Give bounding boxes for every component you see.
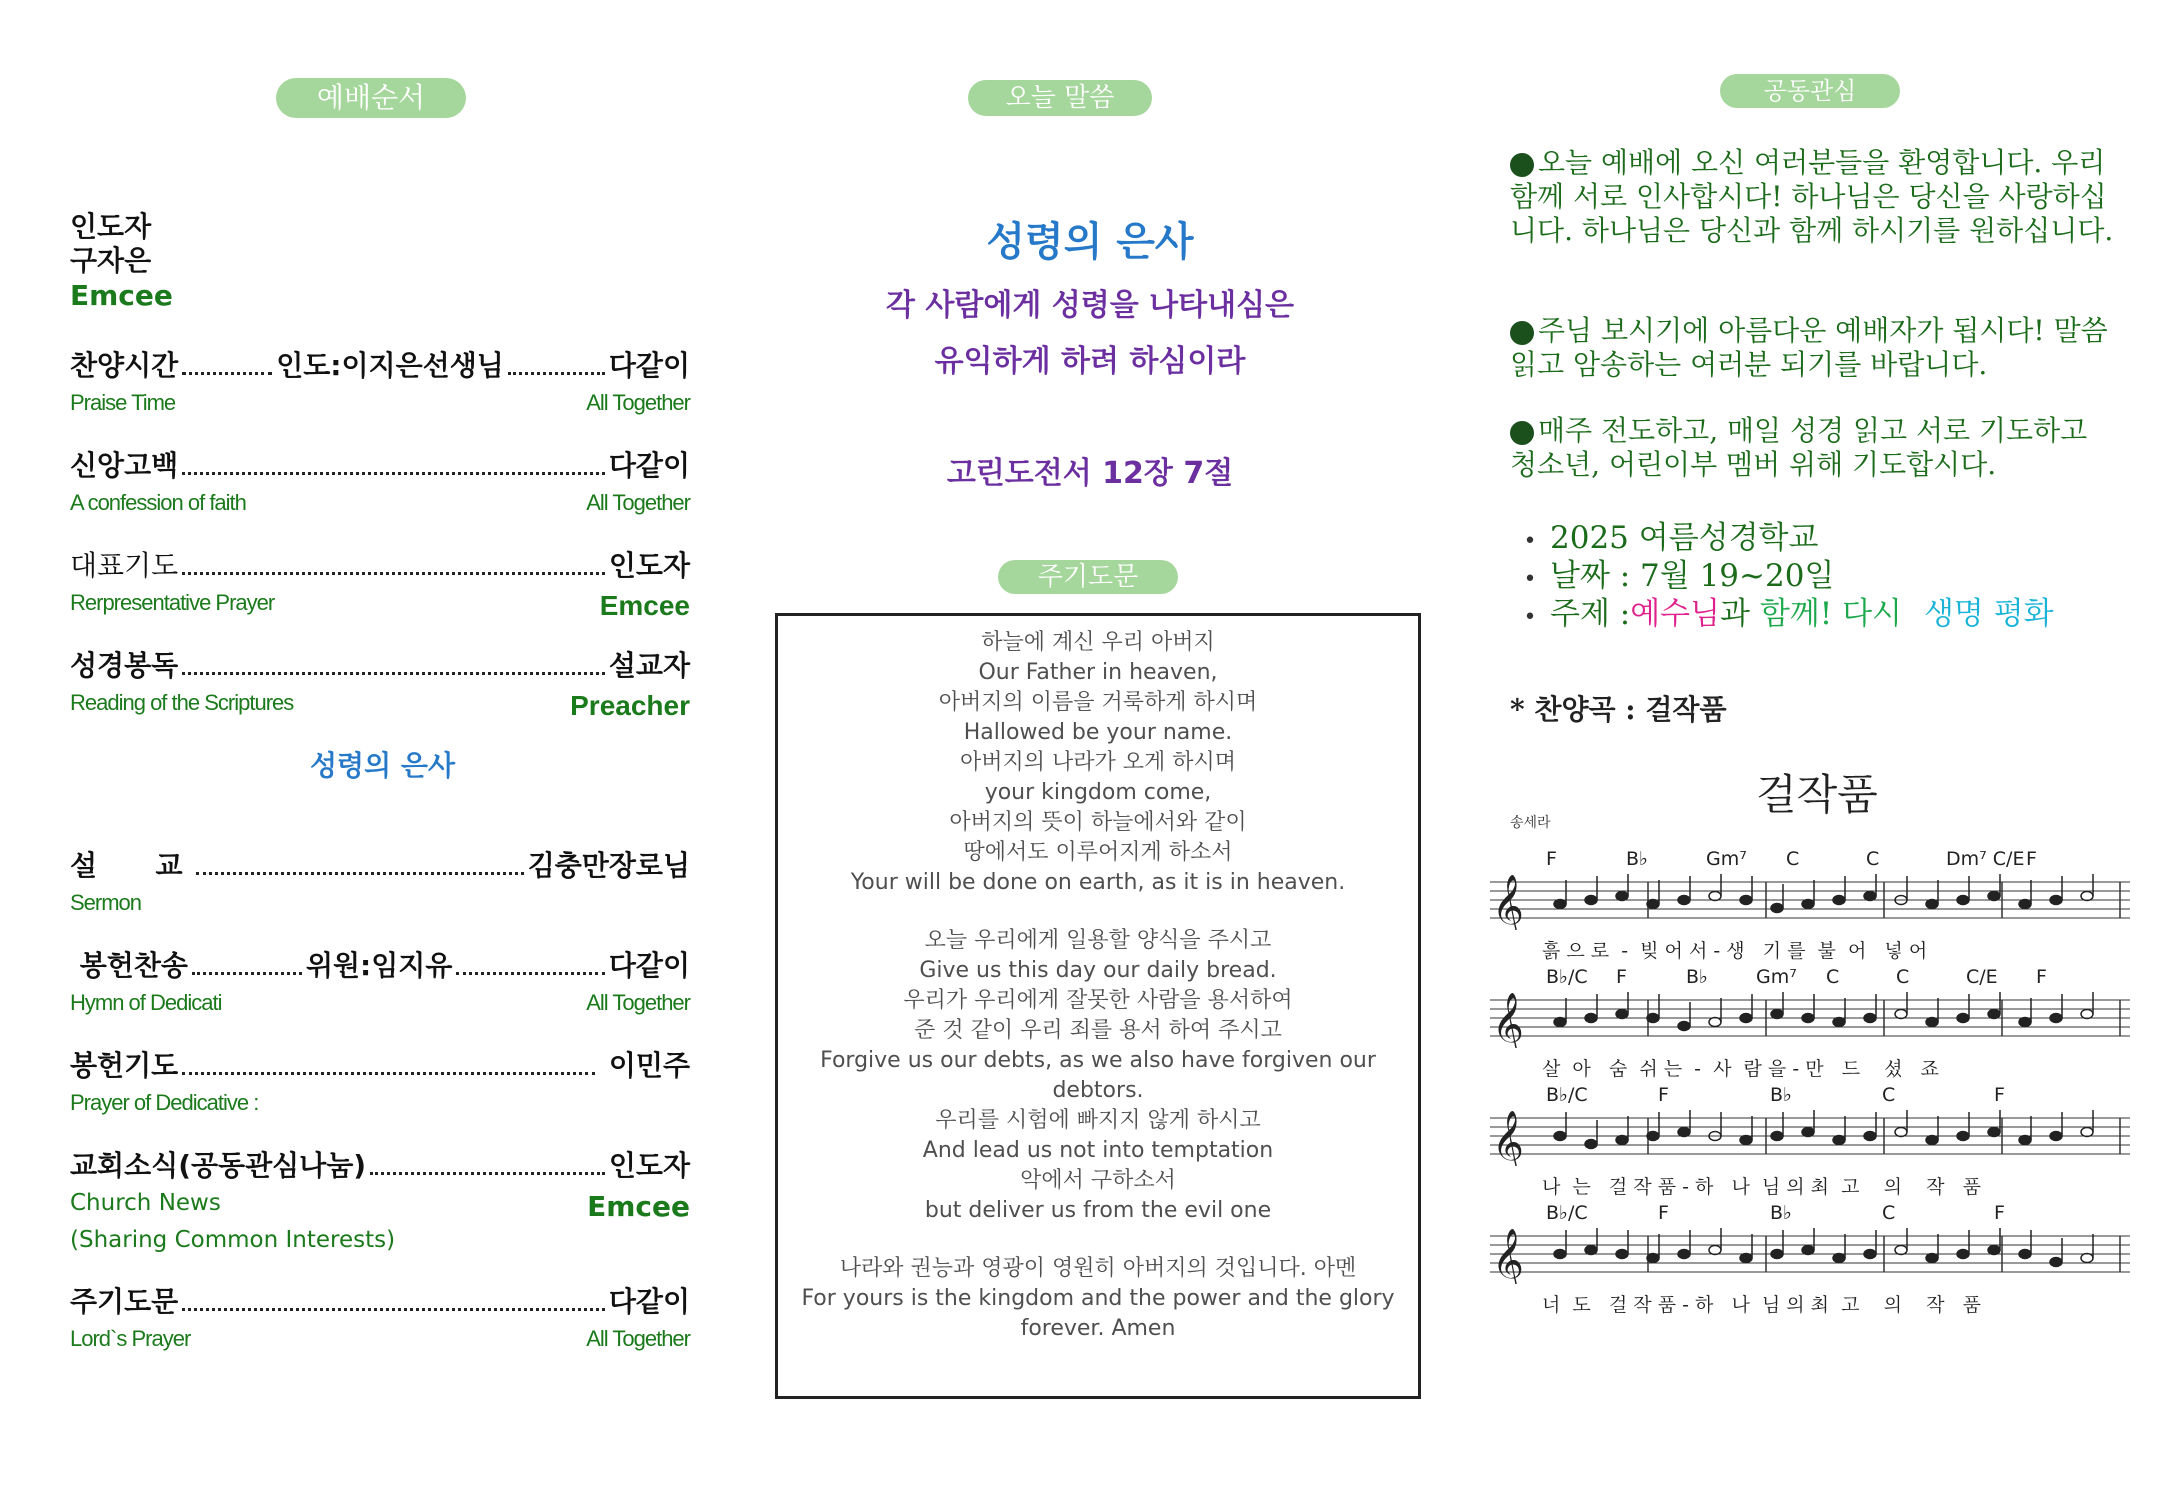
offering-hymn-mid: 위원:임지유	[305, 949, 453, 982]
offering-prayer-right: 이민주	[599, 1049, 690, 1082]
lyrics-line: 살 아 숨 쉬 는 - 사 람 을 - 만 드 셨 죠	[1542, 1058, 1940, 1080]
vbs-date: 날짜 : 7월 19~20일	[1550, 558, 1835, 594]
note-head	[1554, 1250, 1566, 1259]
note-head	[1740, 896, 1752, 905]
note-head	[1926, 900, 1938, 909]
bullet-icon	[1510, 321, 1534, 345]
chord-label: B♭	[1770, 1202, 1792, 1224]
vbs-title: 2025 여름성경학교	[1550, 520, 1819, 556]
announcement-worshipper	[1510, 314, 2120, 382]
note-head	[2081, 1254, 2093, 1263]
prayer-line: Your will be done on earth, as it is in heaven.	[850, 870, 1346, 895]
note-head	[2019, 1018, 2031, 1027]
note-head	[1647, 1014, 1659, 1023]
prayer-line: 악에서 구하소서	[1020, 1168, 1176, 1193]
chord-label: C	[1826, 966, 1840, 988]
note-head	[1740, 1136, 1752, 1145]
staff	[1490, 1110, 2130, 1166]
note-head	[1802, 900, 1814, 909]
emcee-title-line2: 구자은	[70, 244, 152, 277]
note-head	[1864, 1014, 1876, 1023]
confession-sub-left: A confession of faith	[70, 490, 246, 515]
chord-label: F	[1658, 1084, 1669, 1106]
verse-line-2: 유익하게 하려 하심이라	[934, 344, 1246, 379]
note-head	[1616, 892, 1628, 901]
vbs-theme-c: 함께! 다시	[1759, 596, 1902, 632]
todays-word-heading: 오늘 말씀	[968, 80, 1152, 116]
note-head	[1988, 1128, 2000, 1137]
worship-item-confession	[70, 444, 690, 516]
order-of-worship-heading: 예배순서	[276, 78, 466, 118]
note-head	[1678, 1128, 1690, 1137]
note-head	[2050, 1132, 2062, 1141]
note-head	[1585, 1140, 1597, 1149]
prayer-line: Give us this day our daily bread.	[919, 958, 1277, 983]
verse-line-1: 각 사람에게 성령을 나타내심은	[885, 288, 1295, 323]
note-head	[2019, 1250, 2031, 1259]
note-head	[1554, 900, 1566, 909]
note-head	[1833, 896, 1845, 905]
note-head	[2081, 892, 2093, 901]
staff-row	[1490, 1084, 2130, 1199]
note-head	[1895, 1010, 1907, 1019]
prayer-line: Forgive us our debts, as we also have forgiven our	[820, 1048, 1376, 1073]
hymn-label: * 찬양곡 : 걸작품	[1510, 693, 1727, 726]
worship-item-church-news	[70, 1144, 690, 1253]
chord-label: F	[2026, 848, 2037, 870]
note-head	[2081, 1128, 2093, 1137]
offering-prayer-sub-left: Prayer of Dedicative :	[70, 1090, 259, 1115]
note-head	[1988, 1246, 2000, 1255]
staff-row	[1490, 966, 2130, 1081]
staff	[1490, 992, 2130, 1048]
note-head	[1554, 1018, 1566, 1027]
chord-label: F	[1546, 848, 1557, 870]
note-head	[1709, 1246, 1721, 1255]
treble-clef-icon: 𝄞	[1492, 1228, 1524, 1284]
chord-label: B♭	[1770, 1084, 1792, 1106]
note-head	[1678, 1022, 1690, 1031]
chord-line	[1490, 1084, 2130, 1110]
sermon-sub-left: Sermon	[70, 890, 142, 915]
note-head	[1802, 1014, 1814, 1023]
note-head	[1833, 1254, 1845, 1263]
scripture-sub-left: Reading of the Scriptures	[70, 690, 294, 715]
announcement-evangelism-text: 매주 전도하고, 매일 성경 읽고 서로 기도하고 청소년, 어린이부 멤버 위해 기도합시다.	[1510, 414, 2088, 481]
vbs-theme-prefix: 주제 :	[1550, 596, 1631, 632]
church-news-sub-right: Emcee	[587, 1190, 690, 1223]
note-head	[1864, 1132, 1876, 1141]
lords-prayer-text	[778, 616, 1418, 1344]
scripture-right: 설교자	[608, 649, 690, 682]
note-head	[1585, 1246, 1597, 1255]
chord-label: C/E	[1966, 966, 1998, 988]
praise-leader: 인도:이지은선생님	[276, 349, 504, 382]
note-head	[1678, 896, 1690, 905]
vbs-theme-b: 과	[1720, 596, 1760, 632]
bullet-icon	[1510, 153, 1534, 177]
note-head	[1895, 1246, 1907, 1255]
note-head	[1802, 1246, 1814, 1255]
note-head	[1771, 1250, 1783, 1259]
staff	[1490, 874, 2130, 930]
note-head	[1988, 1010, 2000, 1019]
note-head	[1988, 892, 2000, 901]
praise-sub-right: All Together	[586, 390, 690, 415]
staff-row	[1490, 848, 2130, 963]
note-head	[1957, 896, 1969, 905]
note-head	[1647, 900, 1659, 909]
prayer-line: forever. Amen	[1020, 1316, 1176, 1341]
emcee-sub: Emcee	[70, 279, 173, 312]
chord-label: C	[1866, 848, 1880, 870]
chord-label: B♭/C	[1546, 966, 1588, 988]
chord-label: F	[1616, 966, 1627, 988]
note-head	[1678, 1250, 1690, 1259]
emcee-title-line1: 인도자	[70, 210, 152, 243]
note-head	[1926, 1018, 1938, 1027]
song-title: 걸작품	[1756, 770, 1878, 819]
rep-prayer-label: 대표기도	[70, 549, 179, 582]
announcement-worshipper-text: 주님 보시기에 아름다운 예배자가 됩시다! 말씀 읽고 암송하는 여러분 되기를 바랍니다.	[1510, 314, 2108, 381]
confession-label: 신앙고백	[70, 449, 179, 482]
note-head	[1771, 1010, 1783, 1019]
prayer-line: Hallowed be your name.	[963, 720, 1233, 745]
prayer-line: 아버지의 나라가 오게 하시며	[959, 750, 1236, 775]
prayer-line: your kingdom come,	[984, 780, 1212, 805]
chord-label: Gm⁷	[1706, 848, 1747, 870]
worship-item-praise	[70, 344, 690, 416]
praise-label: 찬양시간	[70, 349, 179, 382]
list-bullet-icon: •	[1523, 567, 1537, 592]
lords-prayer-sub-left: Lord`s Prayer	[70, 1326, 191, 1351]
prayer-line: 오늘 우리에게 일용할 양식을 주시고	[924, 928, 1272, 953]
note-head	[1740, 1254, 1752, 1263]
praise-right: 다같이	[608, 349, 690, 382]
lyrics-line: 흙 으 로 - 빚 어 서 - 생 기 를 불 어 넣 어	[1542, 940, 1928, 962]
lords-prayer-heading: 주기도문	[998, 560, 1178, 594]
sermon-label: 설 교	[70, 849, 193, 882]
note-head	[1802, 1128, 1814, 1137]
vbs-theme-line	[1510, 588, 2054, 633]
note-head	[1864, 1250, 1876, 1259]
worship-item-rep-prayer	[70, 544, 690, 622]
offering-hymn-label: 봉헌찬송	[70, 949, 188, 982]
worship-item-offering-hymn	[70, 944, 690, 1016]
prayer-line: 땅에서도 이루어지게 하소서	[963, 840, 1233, 865]
note-head	[1647, 1254, 1659, 1263]
worship-item-emcee	[70, 210, 690, 314]
chord-label: C	[1896, 966, 1910, 988]
note-head	[1957, 1014, 1969, 1023]
church-news-label: 교회소식(공동관심나눔)	[70, 1149, 367, 1182]
note-head	[1616, 1136, 1628, 1145]
scripture-sub-right: Preacher	[570, 690, 690, 721]
lords-prayer-label: 주기도문	[70, 1285, 179, 1318]
church-news-right: 인도자	[608, 1149, 690, 1182]
vbs-theme-d: 생명 평화	[1923, 596, 2054, 632]
rep-prayer-sub-left: Rerpresentative Prayer	[70, 590, 275, 615]
prayer-line: debtors.	[1052, 1078, 1144, 1103]
chord-label: F	[1658, 1202, 1669, 1224]
confession-right: 다같이	[608, 449, 690, 482]
prayer-line: 준 것 같이 우리 죄를 용서 하여 주시고	[914, 1018, 1282, 1043]
prayer-line: 우리를 시험에 빠지지 않게 하시고	[935, 1108, 1261, 1133]
scripture-title: 성령의 은사	[986, 219, 1194, 265]
worship-item-scripture	[70, 644, 690, 722]
treble-clef-icon: 𝄞	[1492, 874, 1524, 930]
note-head	[1957, 1132, 1969, 1141]
offering-hymn-sub-left: Hymn of Dedicati	[70, 990, 222, 1015]
sermon-title: 성령의 은사	[310, 749, 455, 782]
staff	[1490, 1228, 2130, 1284]
chord-line	[1490, 1202, 2130, 1228]
prayer-line: 나라와 권능과 영광이 영원히 아버지의 것입니다. 아멘	[839, 1256, 1357, 1281]
lyrics-line: 나 는 걸 작 품 - 하 나 님 의 최 고 의 작 품	[1542, 1176, 1981, 1198]
prayer-spacer	[778, 1226, 1418, 1254]
verse-reference: 고린도전서 12장 7절	[946, 456, 1234, 491]
note-head	[1616, 1010, 1628, 1019]
staff-row	[1490, 1202, 2130, 1317]
prayer-line: 하늘에 계신 우리 아버지	[981, 630, 1215, 655]
chord-label: Gm⁷	[1756, 966, 1797, 988]
offering-hymn-right: 다같이	[608, 949, 690, 982]
prayer-line: Our Father in heaven,	[978, 660, 1218, 685]
praise-sub-left: Praise Time	[70, 390, 176, 415]
note-head	[2050, 896, 2062, 905]
confession-sub-right: All Together	[586, 490, 690, 515]
chord-label: Dm⁷ C/E	[1946, 848, 2025, 870]
lyrics-line: 너 도 걸 작 품 - 하 나 님 의 최 고 의 작 품	[1542, 1294, 1981, 1316]
chord-label: B♭/C	[1546, 1202, 1588, 1224]
note-head	[1864, 892, 1876, 901]
note-head	[1616, 1250, 1628, 1259]
chord-label: B♭/C	[1546, 1084, 1588, 1106]
note-head	[1833, 1018, 1845, 1027]
rep-prayer-sub-right: Emcee	[599, 590, 690, 621]
chord-label: C	[1882, 1202, 1896, 1224]
chord-label: F	[1994, 1084, 2005, 1106]
bullet-icon	[1510, 421, 1534, 445]
prayer-line: but deliver us from the evil one	[924, 1198, 1272, 1223]
note-head	[1709, 1018, 1721, 1027]
note-head	[1554, 1132, 1566, 1141]
note-head	[1957, 1250, 1969, 1259]
worship-item-sermon	[70, 844, 690, 916]
treble-clef-icon: 𝄞	[1492, 992, 1524, 1048]
note-head	[2050, 1258, 2062, 1267]
note-head	[1647, 1132, 1659, 1141]
prayer-line: And lead us not into temptation	[922, 1138, 1274, 1163]
composer-name: 송세라	[1510, 815, 1551, 831]
prayer-spacer	[778, 898, 1418, 926]
worship-item-lords-prayer	[70, 1280, 690, 1352]
note-head	[1585, 896, 1597, 905]
worship-item-offering-prayer	[70, 1044, 690, 1116]
chord-label: F	[1994, 1202, 2005, 1224]
note-head	[1771, 1132, 1783, 1141]
note-head	[1895, 1128, 1907, 1137]
treble-clef-icon: 𝄞	[1492, 1110, 1524, 1166]
scripture-label: 성경봉독	[70, 649, 179, 682]
announcement-evangelism	[1510, 414, 2120, 482]
prayer-line: For yours is the kingdom and the power and the glory	[801, 1286, 1395, 1311]
chord-line	[1490, 966, 2130, 992]
lords-prayer-box	[775, 613, 1421, 1399]
note-head	[1709, 892, 1721, 901]
chord-line	[1490, 848, 2130, 874]
offering-prayer-label: 봉헌기도	[70, 1049, 179, 1082]
list-bullet-icon: •	[1523, 529, 1537, 554]
common-concerns-heading: 공동관심	[1720, 74, 1900, 108]
vbs-theme-a: 예수님	[1630, 596, 1721, 632]
note-head	[1926, 1136, 1938, 1145]
note-head	[1771, 904, 1783, 913]
prayer-line: 아버지의 이름을 거룩하게 하시며	[938, 690, 1258, 715]
chord-label: B♭	[1686, 966, 1708, 988]
announcement-welcome-text: 오늘 예배에 오신 여러분들을 환영합니다. 우리 함께 서로 인사합시다! 하나님은 당신을 사랑하십니다. 하나님은 당신과 함께 하시기를 원하십니다.	[1510, 146, 2114, 247]
offering-hymn-sub-right: All Together	[586, 990, 690, 1015]
announcement-welcome	[1510, 146, 2120, 248]
note-head	[2081, 1010, 2093, 1019]
note-head	[1740, 1014, 1752, 1023]
note-head	[1926, 1254, 1938, 1263]
note-head	[1585, 1014, 1597, 1023]
note-head	[2019, 1136, 2031, 1145]
chord-label: C	[1786, 848, 1800, 870]
note-head	[1833, 1136, 1845, 1145]
prayer-line: 우리가 우리에게 잘못한 사람을 용서하여	[903, 988, 1293, 1013]
chord-label: C	[1882, 1084, 1896, 1106]
note-head	[2019, 900, 2031, 909]
lords-prayer-sub-right: All Together	[586, 1326, 690, 1351]
list-bullet-icon: •	[1523, 605, 1537, 630]
church-news-sub-left2: (Sharing Common Interests)	[70, 1227, 396, 1253]
chord-label: F	[2036, 966, 2047, 988]
lords-prayer-right: 다같이	[608, 1285, 690, 1318]
note-head	[2050, 1014, 2062, 1023]
church-news-sub-left: Church News	[70, 1190, 221, 1216]
rep-prayer-right: 인도자	[608, 549, 690, 582]
prayer-line: 아버지의 뜻이 하늘에서와 같이	[949, 810, 1247, 835]
chord-label: B♭	[1626, 848, 1648, 870]
sermon-right: 김충만장로님	[527, 849, 690, 882]
